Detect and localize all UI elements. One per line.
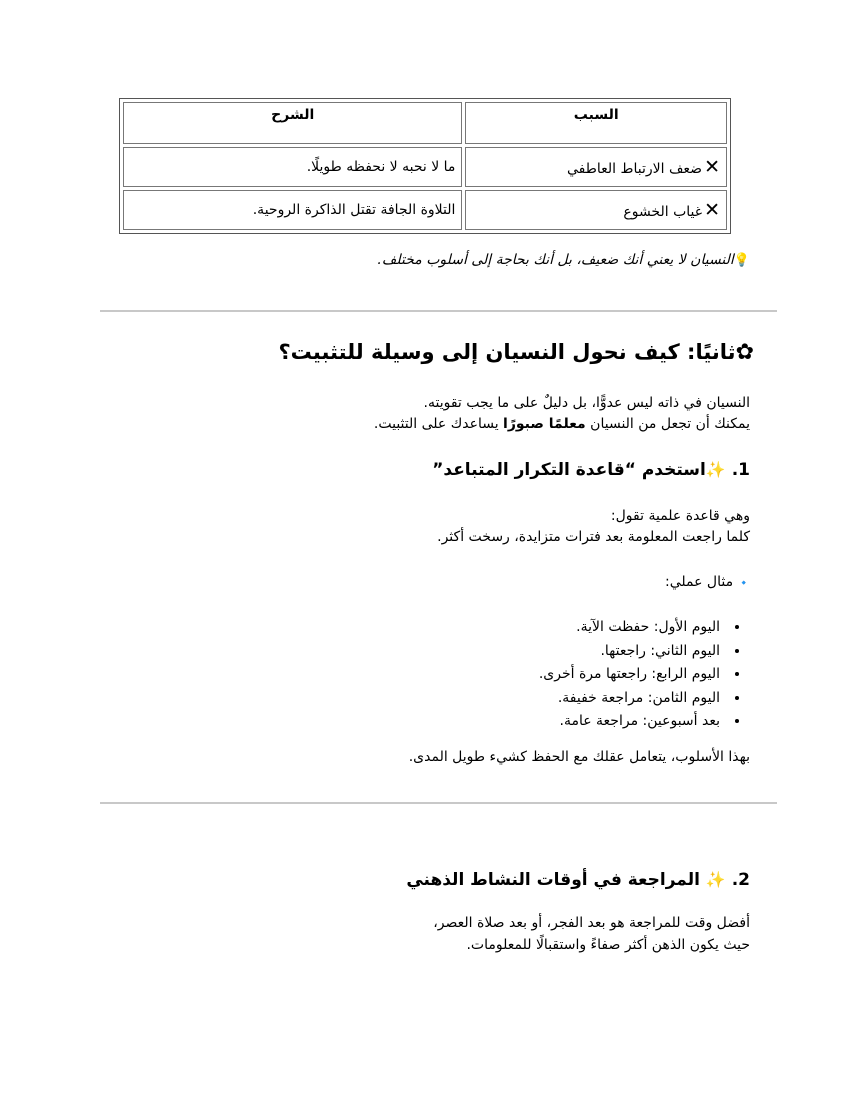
note-line: [377, 252, 750, 268]
step-2-desc-1: أفضل وقت للمراجعة هو بعد الفجر، أو بعد صلاة العصر،: [433, 915, 750, 931]
list-item: • اليوم الثامن: مراجعة خفيفة.: [539, 687, 724, 711]
divider: [100, 310, 777, 312]
table-cell-cause: [465, 190, 727, 230]
example-list: [539, 616, 750, 734]
table-cell-explanation: التلاوة الجافة تقتل الذاكرة الروحية.: [123, 190, 462, 230]
list-item: • اليوم الرابع: راجعتها مرة أخرى.: [539, 663, 724, 687]
sparkle-icon: ✨: [705, 460, 726, 479]
cross-icon: ✕: [704, 156, 720, 178]
divider: [100, 802, 777, 804]
example-text: مثال عملي:: [665, 574, 734, 590]
table-row: [123, 190, 727, 230]
cause-text: ضعف الارتباط العاطفي: [567, 161, 703, 177]
table-row: [123, 147, 727, 187]
step-1-heading: [432, 460, 750, 480]
sparkle-icon: ✨: [705, 870, 726, 889]
intro-text: يساعدك على التثبيت.: [373, 416, 504, 432]
table-cell-explanation: ما لا نحبه لا نحفظه طويلًا.: [123, 147, 462, 187]
step-title: المراجعة في أوقات النشاط الذهني: [406, 870, 700, 890]
step-number: 2.: [731, 870, 750, 890]
intro-line-1: النسيان في ذاته ليس عدوًّا، بل دليلٌ على ما يجب تقويته.: [423, 395, 750, 411]
example-label: [665, 571, 750, 595]
intro-line-2: [374, 413, 750, 435]
intro-text: يمكنك أن تجعل من النسيان: [585, 416, 750, 432]
step-number: 1.: [731, 460, 750, 480]
section-title: ثانيًا: كيف نحول النسيان إلى وسيلة للتثبيت؟: [278, 340, 736, 364]
section-heading: [279, 340, 755, 365]
list-item: • اليوم الأول: حفظت الآية.: [539, 616, 724, 640]
table-header-explanation: الشرح: [123, 102, 462, 144]
table-cell-cause: [465, 147, 727, 187]
step-title: استخدم “قاعدة التكرار المتباعد”: [432, 460, 706, 480]
table-header-cause: السبب: [465, 102, 727, 144]
step-1-conclusion: بهذا الأسلوب، يتعامل عقلك مع الحفظ كشيء طويل المدى.: [408, 749, 750, 765]
diamond-icon: 🔹: [737, 578, 750, 589]
list-item: • بعد أسبوعين: مراجعة عامة.: [539, 710, 724, 734]
lightbulb-icon: 💡: [733, 253, 750, 268]
causes-table: [119, 98, 731, 234]
note-text: النسيان لا يعني أنك ضعيف، بل أنك بحاجة إلى أسلوب مختلف.: [377, 252, 734, 268]
step-2-heading: [406, 870, 750, 890]
step-1-desc-2: كلما راجعت المعلومة بعد فترات متزايدة، رسخت أكثر.: [437, 529, 750, 545]
intro-bold-text: معلمًا صبورًا: [503, 416, 586, 432]
list-item: • اليوم الثاني: راجعتها.: [539, 640, 724, 664]
cause-text: غياب الخشوع: [623, 204, 703, 220]
flower-icon: ✿: [735, 340, 754, 365]
step-2-desc-2: حيث يكون الذهن أكثر صفاءً واستقبالًا للمعلومات.: [466, 937, 750, 953]
step-1-desc-1: وهي قاعدة علمية تقول:: [610, 508, 750, 524]
table-header-row: [123, 102, 727, 144]
cross-icon: ✕: [704, 199, 720, 221]
